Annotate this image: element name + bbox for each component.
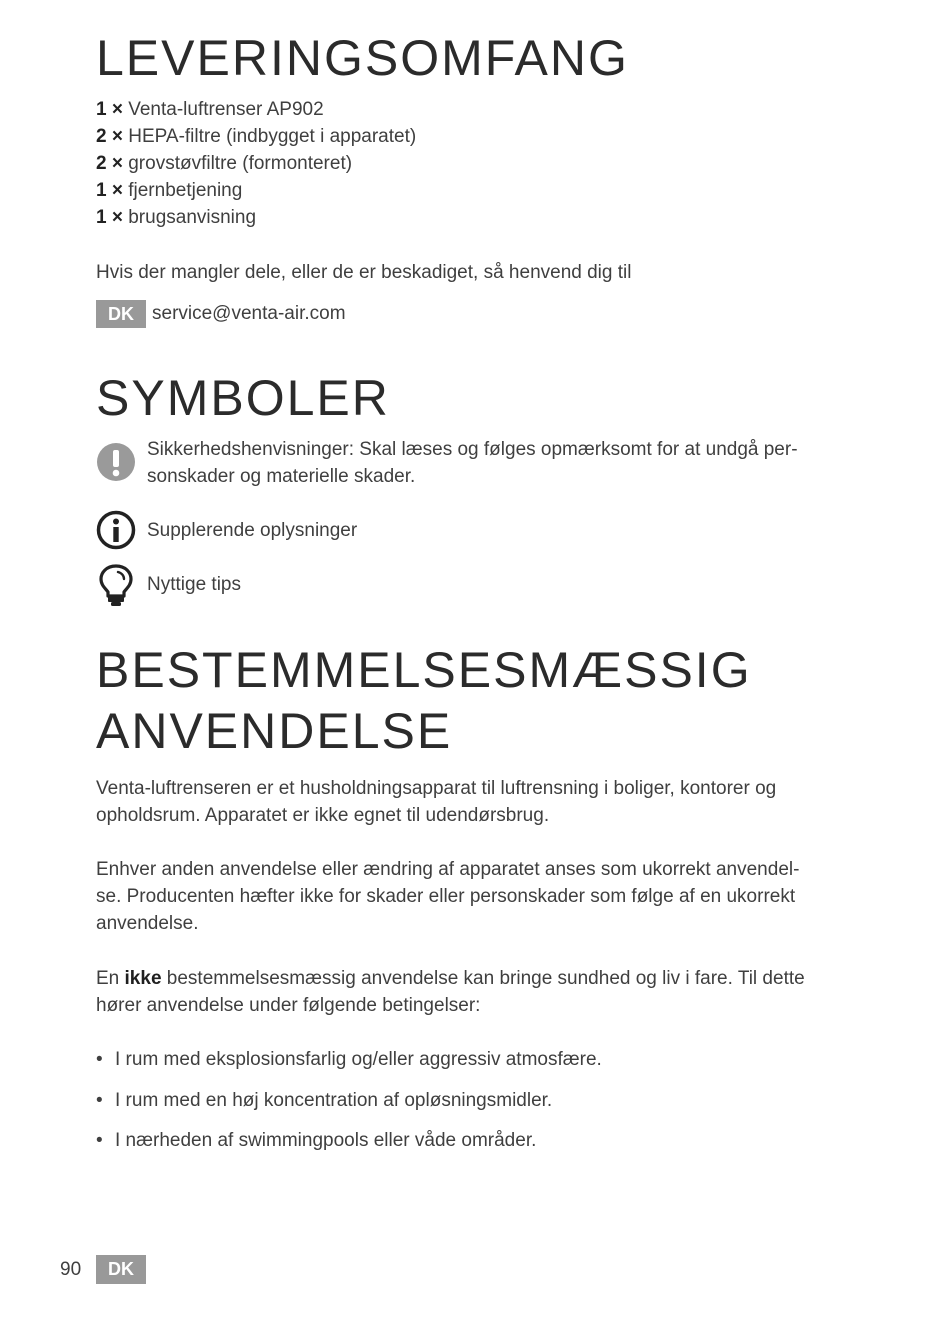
list-item: 1 × brugsanvisning (96, 207, 257, 228)
symbol-description: Nyttige tips (147, 574, 241, 595)
bullet-marker: • (96, 1130, 103, 1151)
delivery-list (96, 96, 416, 231)
list-item: 2 × HEPA-filtre (indbygget i apparatet) (96, 126, 417, 147)
paragraph: Venta-luftrenseren er et husholdningsapparat til luftrensning i boliger, kontorer og opholdsrum. Apparatet er ikke egnet til udendørsbrug. (96, 778, 777, 826)
language-badge: DK (96, 300, 146, 328)
symbol-description: Sikkerhedshenvisninger: Skal læses og følges opmærksomt for at undgå per- (147, 439, 798, 460)
section-title-delivery: LEVERINGSOMFANG (96, 30, 629, 86)
list-item: 1 × Venta-luftrenser AP902 (96, 99, 324, 120)
bullet-marker: • (96, 1090, 103, 1111)
section-title-symbols: SYMBOLER (96, 370, 390, 426)
info-icon (96, 510, 136, 550)
contact-email[interactable]: service@venta-air.com (152, 303, 346, 324)
symbol-description: Supplerende oplysninger (147, 520, 358, 541)
lightbulb-icon (96, 563, 136, 607)
paragraph: En ikke bestemmelsesmæssig anvendelse kan bringe sundhed og liv i fare. Til dette hører anvendelse under følgende betingelser: (96, 968, 805, 1016)
warning-exclamation-icon (96, 442, 136, 482)
paragraph: Enhver anden anvendelse eller ændring af apparatet anses som ukorrekt anvendel- se. Producenten hæfter ikke for skader eller personskader som følge af en ukorrekt anvendelse. (96, 859, 800, 934)
missing-parts-text: Hvis der mangler dele, eller de er beskadiget, så henvend dig til (96, 262, 632, 283)
symbol-description: sonskader og materielle skader. (147, 466, 416, 487)
section-title-intended-use: BESTEMMELSESMÆSSIG (96, 642, 752, 698)
bullet-marker: • (96, 1049, 103, 1070)
page-number: 90 (60, 1259, 82, 1280)
emphasis: ikke (124, 968, 162, 989)
list-item: 2 × grovstøvfiltre (formonteret) (96, 153, 353, 174)
footer-language-badge: DK (96, 1255, 146, 1284)
list-item: 1 × fjernbetjening (96, 180, 243, 201)
section-title-intended-use-line2: ANVENDELSE (96, 703, 453, 759)
